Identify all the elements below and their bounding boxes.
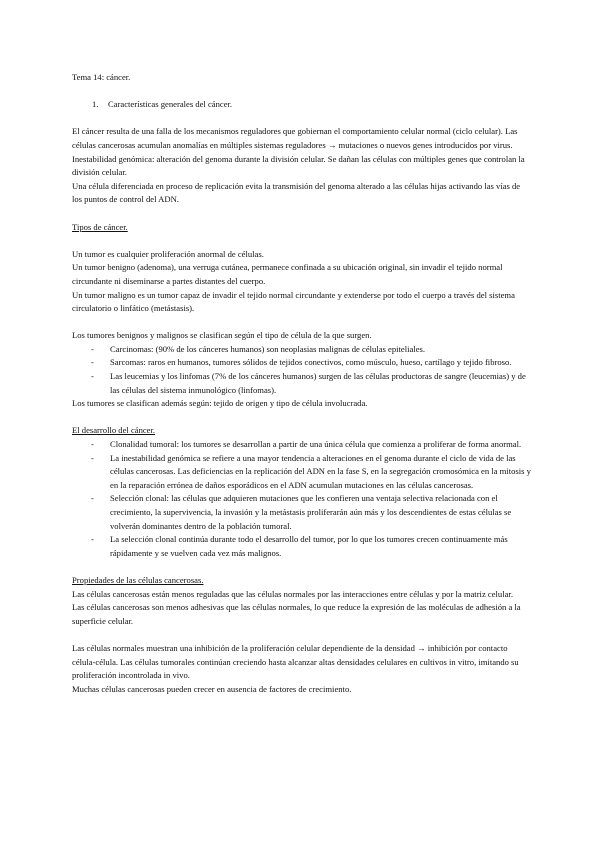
paragraph-regulation: Las células cancerosas están menos reguladas que las células normales por las interacciones entre células y por la matriz celular. xyxy=(72,588,513,599)
list-item: - Selección clonal: las células que adquieren mutaciones que les confieren una ventaja selectiva relacionada con el crecimiento, la supervivencia, la invasión y la metástasis proliferarán aún más y los descendientes de estas células se volverán dominantes dentro de la población tumoral. xyxy=(91,493,512,531)
heading-tipos: Tipos de cáncer. xyxy=(72,221,128,232)
development-list xyxy=(72,438,532,560)
paragraph-growth-factors: Muchas células cancerosas pueden crecer en ausencia de factores de crecimiento. xyxy=(72,683,352,694)
paragraph-classification-outro: Los tumores se clasifican además según: tejido de origen y tipo de célula involucrada. xyxy=(72,398,368,409)
paragraph-malignant: Un tumor maligno es un tumor capaz de invadir el tejido normal circundante y extenderse por todo el cuerpo a través del sistema circulatorio o linfático (metástasis). xyxy=(72,289,515,314)
list-item: - Las leucemias y los linfomas (7% de los cánceres humanos) surgen de las células productoras de sangre (leucemias) y de las células del sistema inmunológico (linfomas). xyxy=(91,371,526,395)
list-item: - La inestabilidad genómica se refiere a una mayor tendencia a alteraciones en el genoma durante el ciclo de vida de las células cancerosas. Las deficiencias en la replicación del ADN en la fase S, en la segregación cromosómica en la mitosis y en la reparación errónea de daños esporádicos en el ADN acumulan mutaciones en las células cancerosas. xyxy=(91,452,531,490)
paragraph-classification-intro: Los tumores benignos y malignos se clasifican según el tipo de célula de la que surgen. xyxy=(72,330,372,341)
document-title: Tema 14: cáncer. xyxy=(72,72,131,82)
section-number: 1. xyxy=(92,99,99,110)
paragraph-adhesion: Las células cancerosas son menos adhesivas que las células normales, lo que reduce la expresión de las moléculas de adhesión a la superficie celular. xyxy=(72,602,521,626)
paragraph-tumor: Un tumor es cualquier proliferación anormal de células. xyxy=(72,248,264,259)
heading-desarrollo: El desarrollo del cáncer. xyxy=(72,425,156,436)
list-item: - Sarcomas: raros en humanos, tumores sólidos de tejidos conectivos, como músculo, hueso, cartílago y tejido fibroso. xyxy=(91,357,512,368)
list-item: - Clonalidad tumoral: los tumores se desarrollan a partir de una única célula que comienza a proliferar de forma anormal. xyxy=(91,439,522,450)
paragraph-density-inhibition: Las células normales muestran una inhibición de la proliferación celular dependiente de la densidad → inhibición por contacto célula-célula. Las células tumorales continúan creciendo hasta alcanzar altas densidades celulares en cultivos in vitro, imitando su proliferación incontrolada in vivo. xyxy=(72,642,519,681)
tumor-types-list xyxy=(72,343,532,397)
list-item: - La selección clonal continúa durante todo el desarrollo del tumor, por lo que los tumores crecen continuamente más rápidamente y se vuelven cada vez más malignos. xyxy=(91,534,508,558)
document-page xyxy=(72,71,532,696)
paragraph-genomic-instability: Inestabilidad genómica: alteración del genoma durante la división celular. Se dañan las células con múltiples genes que controlan la división celular. xyxy=(72,153,525,178)
paragraph-benign: Un tumor benigno (adenoma), una verruga cutánea, permanece confinada a su ubicación original, sin invadir el tejido normal circundante ni diseminarse a partes distantes del cuerpo. xyxy=(72,262,503,286)
paragraph-cancer-definition: El cáncer resulta de una falla de los mecanismos reguladores que gobiernan el comportamiento celular normal (ciclo celular). Las células cancerosas acumulan anomalías en múltiples sistemas reguladores → mutaciones o nuevos genes introducidos por virus. xyxy=(72,126,518,150)
list-item: - Carcinomas: (90% de los cánceres humanos) son neoplasias malignas de células epiteliales. xyxy=(91,343,426,354)
section-heading-text: Características generales del cáncer. xyxy=(108,99,233,110)
heading-propiedades: Propiedades de las células cancerosas. xyxy=(72,574,204,585)
section-heading-1 xyxy=(92,98,532,112)
paragraph-differentiated-cell: Una célula diferenciada en proceso de replicación evita la transmisión del genoma alterado a las células hijas activando las vías de los puntos de control del ADN. xyxy=(72,180,521,205)
